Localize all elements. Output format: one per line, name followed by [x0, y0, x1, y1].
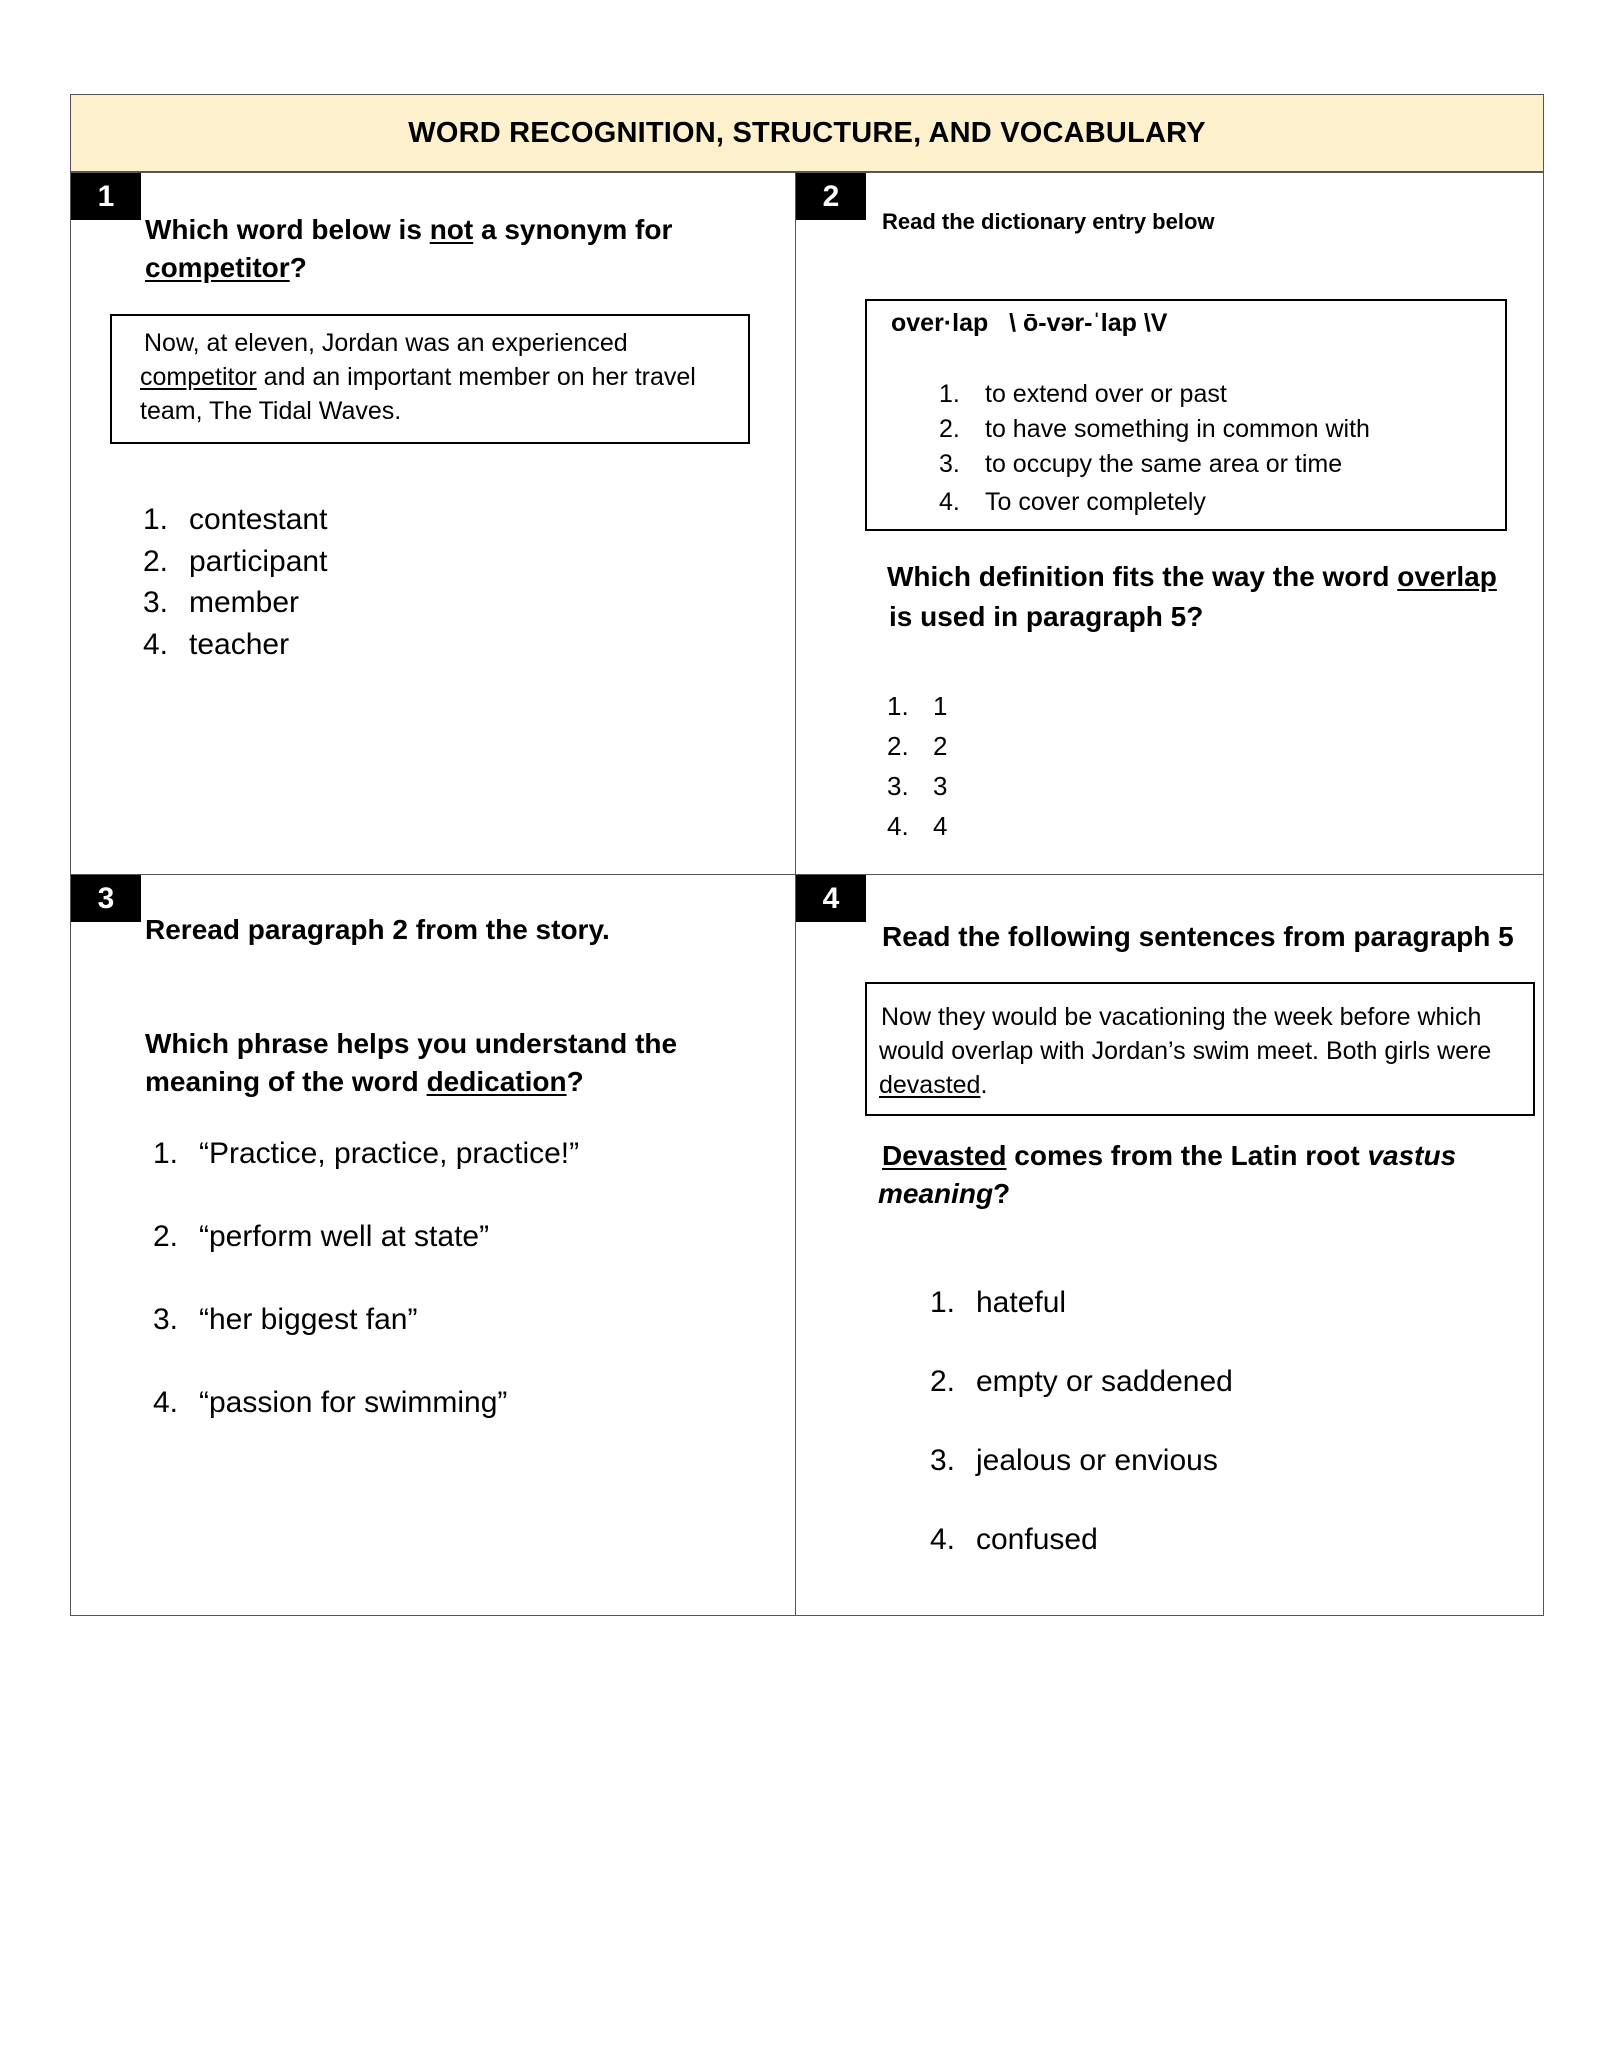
answer-option[interactable]: 3. member [143, 586, 300, 619]
dictionary-definitions [939, 377, 1370, 520]
question-1-prompt: Which word below is not a synonym for competitor? [145, 214, 673, 283]
answer-option[interactable]: 1. hateful [930, 1286, 1067, 1319]
answer-option[interactable]: 1. “Practice, practice, practice!” [153, 1137, 580, 1170]
answer-option[interactable]: 4. “passion for swimming” [153, 1386, 508, 1419]
latin-root: vastus [1367, 1140, 1457, 1171]
question-3-options [153, 1133, 579, 1423]
answer-option[interactable]: 1. contestant [143, 503, 328, 536]
question-1-cell [70, 172, 797, 876]
question-4-prompt: Devasted comes from the Latin root vastus meaning? [878, 1140, 1457, 1209]
worksheet [70, 94, 1544, 1614]
target-word: Devasted [882, 1140, 1007, 1171]
question-3-intro: Reread paragraph 2 from the story. [145, 914, 610, 945]
answer-option[interactable]: 4. teacher [143, 627, 290, 661]
answer-option[interactable]: 3. jealous or envious [930, 1444, 1218, 1477]
answer-option[interactable]: 3. “her biggest fan” [153, 1303, 418, 1336]
question-4-intro: Read the following sentences from paragraph 5 [882, 921, 1514, 952]
question-3-prompt: Which phrase helps you understand the meaning of the word dedication? [145, 1028, 678, 1097]
worksheet-title: WORD RECOGNITION, STRUCTURE, AND VOCABULARY [70, 94, 1544, 172]
question-1-passage-box [110, 314, 750, 444]
emphasis-not: not [429, 214, 474, 245]
question-4-options [930, 1282, 1233, 1560]
question-number-badge: 3 [71, 875, 141, 922]
answer-option[interactable]: 2. participant [143, 544, 328, 578]
question-4-passage: Now they would be vacationing the week before which would overlap with Jordan’s swim meet. Both girls were devasted. [879, 1003, 1492, 1099]
question-2-prompt: Which definition fits the way the word overlap is used in paragraph 5? [887, 561, 1497, 632]
question-3-cell [70, 874, 797, 1616]
question-number-badge: 4 [796, 875, 866, 922]
answer-option[interactable]: 4. confused [930, 1523, 1098, 1556]
question-4-cell [795, 874, 1544, 1616]
target-word: overlap [1397, 561, 1497, 592]
question-2-options [887, 686, 947, 846]
target-word: dedication [426, 1066, 567, 1097]
question-1-passage: Now, at eleven, Jordan was an experienced competitor and an important member on her travel team, The Tidal Waves. [140, 329, 696, 425]
target-word: competitor [145, 252, 290, 283]
answer-option[interactable]: 3. 3 [887, 771, 948, 801]
dictionary-headword: over·lap \ ō-vər-ˈlap \V [891, 309, 1168, 337]
definition-item: 1. to extend over or past [939, 380, 1227, 408]
definition-item: 2. to have something in common with [939, 415, 1370, 443]
answer-option[interactable]: 2. 2 [887, 731, 948, 761]
answer-option[interactable]: 1. 1 [887, 691, 948, 721]
question-number-badge: 2 [796, 173, 866, 220]
dictionary-entry-box [865, 299, 1507, 531]
question-1-options [143, 499, 327, 665]
definition-item: 3. to occupy the same area or time [939, 450, 1343, 478]
answer-option[interactable]: 4. 4 [887, 811, 948, 841]
definition-item: 4. To cover completely [939, 488, 1206, 516]
question-number-badge: 1 [71, 173, 141, 220]
question-2-cell [795, 172, 1544, 876]
question-2-intro: Read the dictionary entry below [882, 209, 1215, 234]
answer-option[interactable]: 2. empty or saddened [930, 1365, 1233, 1398]
answer-option[interactable]: 2. “perform well at state” [153, 1220, 490, 1253]
question-4-passage-box [865, 982, 1535, 1116]
